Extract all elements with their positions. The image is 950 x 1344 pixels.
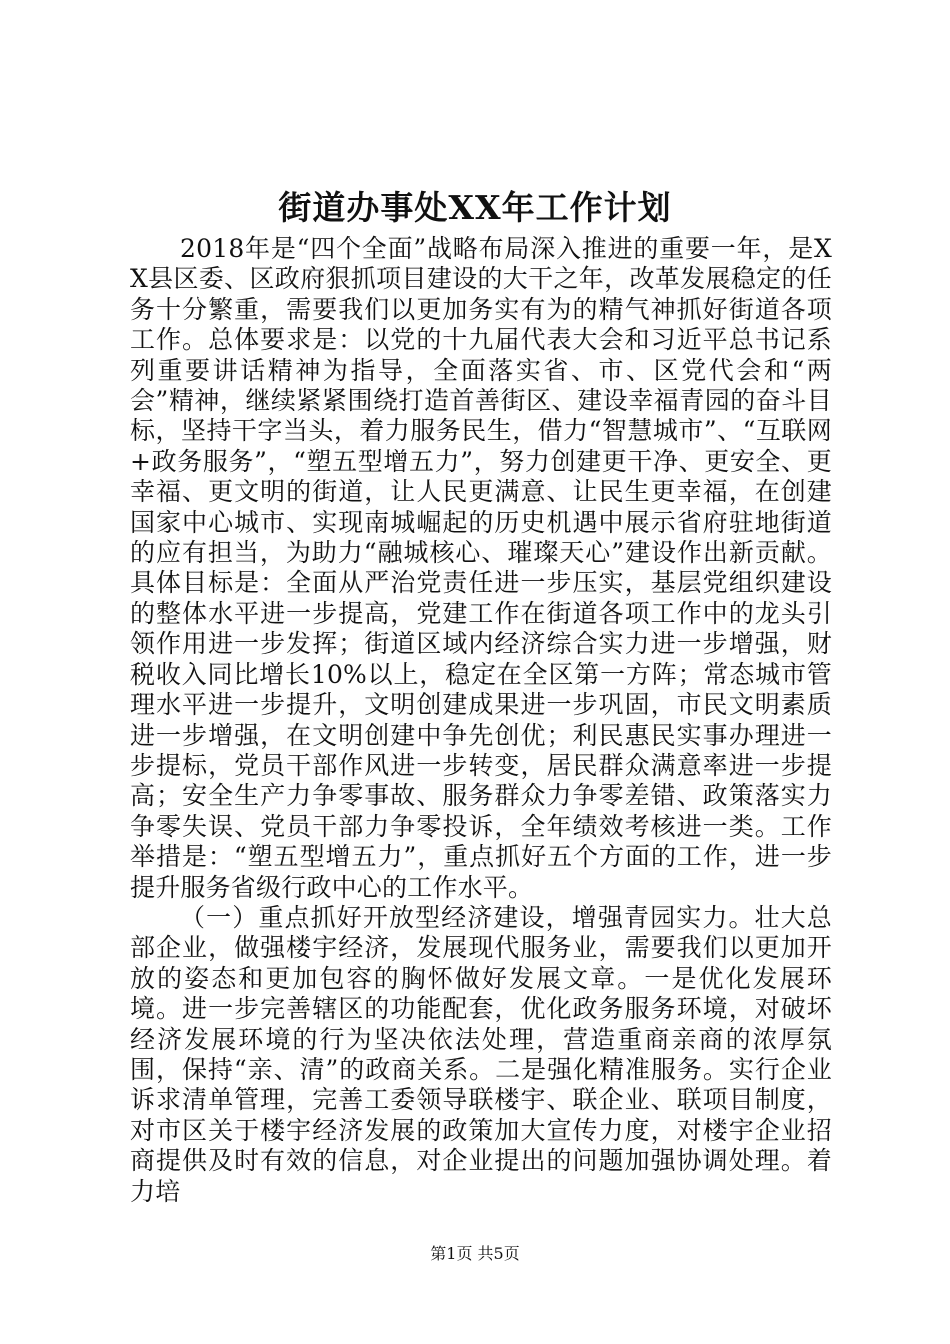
document-title: 街道办事处XX年工作计划 [278,188,672,227]
paragraph: （一）重点抓好开放型经济建设，增强青园实力。壮大总部企业，做强楼宇经济，发展现代服务业，需要我们以更加开放的姿态和更加包容的胸怀做好发展文章。一是优化发展环境。进一步完善辖区的功能配套，优化政务服务环境，对破坏经济发展环境的行为坚决依法处理，营造重商亲商的浓厚氛围，保持“亲、清”的政商关系。二是强化精准服务。实行企业诉求清单管理，完善工委领导联楼宇、联企业、联项目制度，对市区关于楼宇经济发展的政策加大宣传力度，对楼宇企业招商提供及时有效的信息，对企业提出的问题加强协调处理。着力培 [130,902,832,1206]
document-body [130,234,832,1207]
paragraph: 2018年是“四个全面”战略布局深入推进的重要一年，是XX县区委、区政府狠抓项目建设的大干之年，改革发展稳定的任务十分繁重，需要我们以更加务实有为的精气神抓好街道各项工作。总体要求是：以党的十九届代表大会和习近平总书记系列重要讲话精神为指导，全面落实省、市、区党代会和“两会”精神，继续紧紧围绕打造首善街区、建设幸福青园的奋斗目标，坚持干字当头，着力服务民生，借力“智慧城市”、“互联网+政务服务”，“塑五型增五力”，努力创建更干净、更安全、更幸福、更文明的街道，让人民更满意、让民生更幸福，在创建国家中心城市、实现南城崛起的历史机遇中展示省府驻地街道的应有担当，为助力“融城核心、璀璨天心”建设作出新贡献。具体目标是：全面从严治党责任进一步压实，基层党组织建设的整体水平进一步提高，党建工作在街道各项工作中的龙头引领作用进一步发挥；街道区域内经济综合实力进一步增强，财税收入同比增长10%以上，稳定在全区第一方阵；常态城市管理水平进一步提升，文明创建成果进一步巩固，市民文明素质进一步增强，在文明创建中争先创优；利民惠民实事办理进一步提标，党员干部作风进一步转变，居民群众满意率进一步提高；安全生产力争零事故、服务群众力争零差错、政策落实力争零失误、党员干部力争零投诉，全年绩效考核进一类。工作举措是：“塑五型增五力”，重点抓好五个方面的工作，进一步提升服务省级行政中心的工作水平。 [130,234,832,902]
page-number-footer: 第1页 共5页 [430,1244,520,1263]
